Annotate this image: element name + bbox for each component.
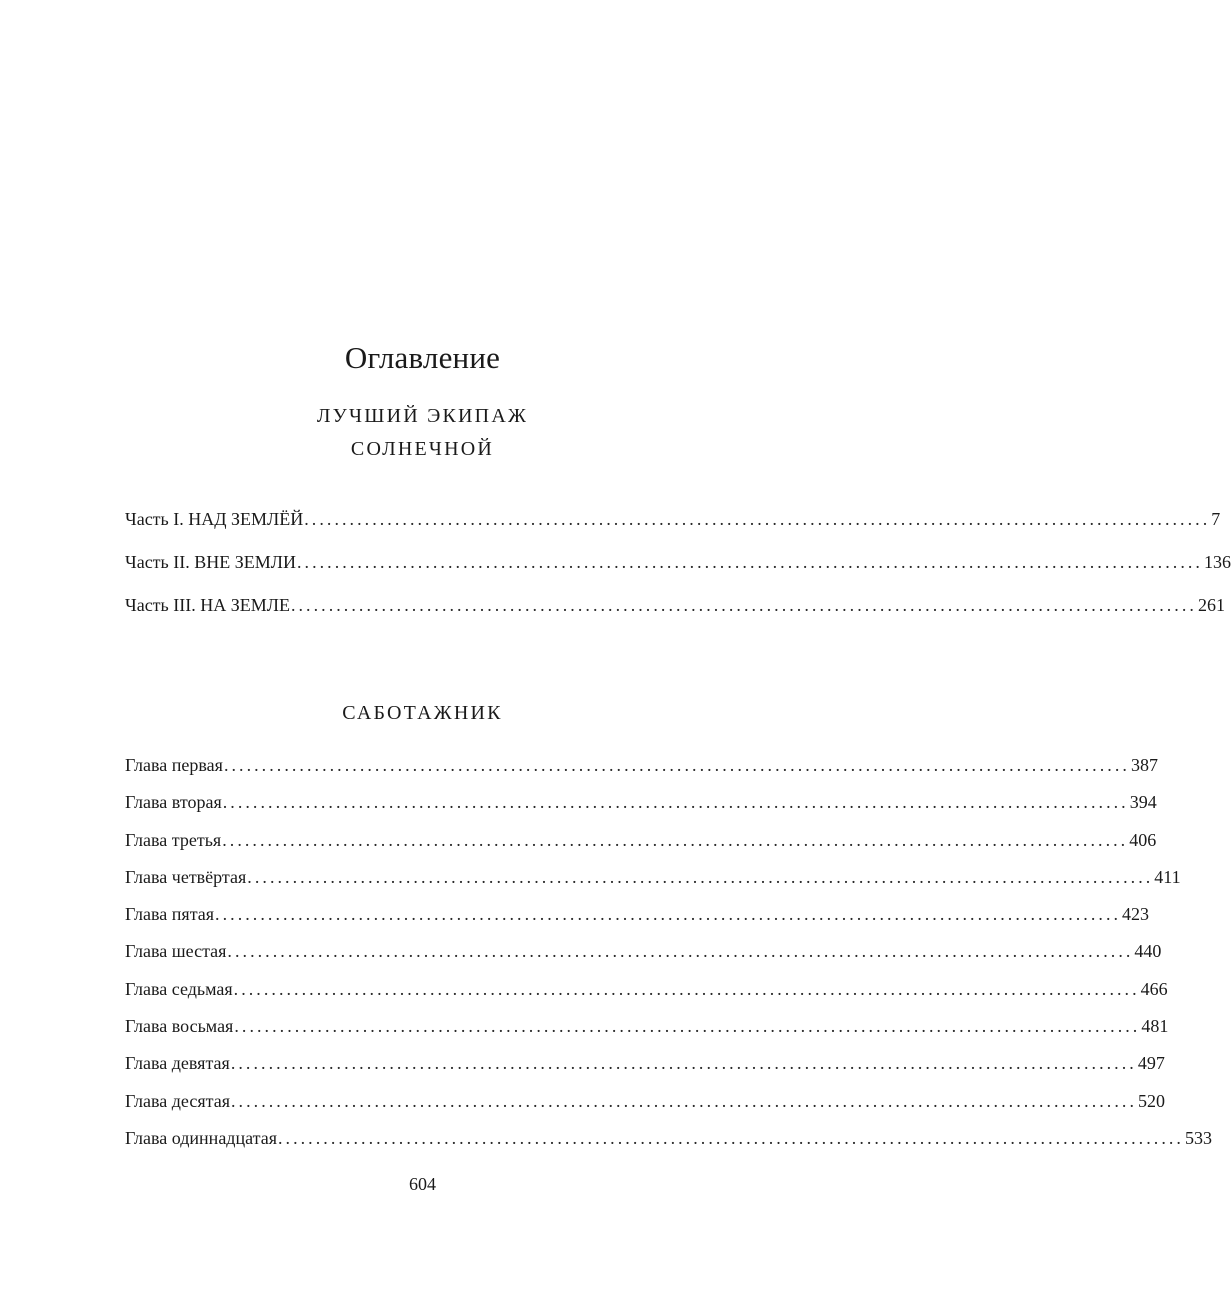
toc-entry-label: Глава десятая — [125, 1090, 230, 1111]
toc-list-best-crew — [125, 498, 1231, 627]
dot-leader: ........................................................................................................................ — [223, 755, 1130, 775]
toc-entry-page: 261 — [1197, 595, 1225, 615]
toc-entry-label: Глава третья — [125, 829, 222, 850]
toc-entry-chapter-6[interactable] — [125, 933, 1162, 970]
toc-entry-label: Глава восьмая — [125, 1016, 234, 1037]
toc-entry-page: 497 — [1137, 1053, 1165, 1074]
toc-entry-label: Глава вторая — [125, 792, 222, 813]
toc-entry-page: 520 — [1138, 1090, 1165, 1111]
toc-entry-chapter-5[interactable] — [125, 896, 1150, 933]
toc-entry-page: 7 — [1211, 509, 1221, 529]
toc-entry-page: 136 — [1203, 552, 1231, 572]
dot-leader: ........................................................................................................................ — [290, 595, 1197, 615]
toc-entry-part-2[interactable] — [125, 541, 1231, 584]
toc-entry-label: Глава седьмая — [125, 978, 233, 999]
toc-entry-chapter-8[interactable] — [125, 1008, 1169, 1045]
toc-entry-label: Глава первая — [125, 755, 223, 775]
dot-leader: ........................................................................................................................ — [296, 552, 1203, 572]
dot-leader: ........................................................................................................................ — [277, 1127, 1184, 1148]
toc-entry-chapter-3[interactable] — [125, 822, 1157, 859]
toc-entry-label: Часть II. ВНЕ ЗЕМЛИ — [125, 552, 296, 572]
book-title-saboteur — [0, 697, 845, 730]
toc-entry-chapter-9[interactable] — [125, 1045, 1165, 1082]
book-title-best-crew — [0, 400, 845, 466]
toc-entry-page: 440 — [1134, 941, 1162, 962]
dot-leader: ........................................................................................................................ — [227, 941, 1134, 962]
dot-leader: ........................................................................................................................ — [233, 978, 1140, 999]
dot-leader: ........................................................................................................................ — [304, 509, 1211, 529]
dot-leader: ........................................................................................................................ — [231, 1090, 1137, 1111]
toc-entry-chapter-10[interactable] — [125, 1083, 1165, 1120]
toc-entry-page: 411 — [1154, 866, 1181, 887]
book-title-line-2: СОЛНЕЧНОЙ — [350, 438, 495, 460]
toc-entry-page: 394 — [1129, 792, 1157, 813]
dot-leader: ........................................................................................................................ — [247, 866, 1154, 887]
toc-entry-label: Глава шестая — [125, 941, 227, 962]
toc-entry-label: Часть I. НАД ЗЕМЛЁЙ — [125, 509, 304, 529]
dot-leader: ........................................................................................................................ — [222, 829, 1129, 850]
toc-entry-chapter-7[interactable] — [125, 971, 1168, 1008]
toc-entry-page: 481 — [1141, 1016, 1169, 1037]
toc-entry-label: Глава пятая — [125, 904, 215, 925]
toc-list-saboteur — [125, 747, 1212, 1157]
book-title-line: САБОТАЖНИК — [342, 702, 503, 724]
toc-entry-page: 387 — [1130, 755, 1158, 775]
toc-entry-chapter-1[interactable] — [125, 747, 1158, 784]
toc-entry-label: Глава девятая — [125, 1053, 230, 1074]
page-title: Оглавление — [344, 340, 501, 375]
dot-leader: ........................................................................................................................ — [230, 1053, 1137, 1074]
toc-entry-chapter-11[interactable] — [125, 1120, 1212, 1157]
toc-entry-label: Часть III. НА ЗЕМЛЕ — [125, 595, 290, 615]
toc-entry-part-1[interactable] — [125, 498, 1221, 541]
toc-entry-page: 466 — [1140, 978, 1168, 999]
dot-leader: ........................................................................................................................ — [234, 1016, 1141, 1037]
toc-entry-page: 533 — [1184, 1127, 1212, 1148]
toc-entry-chapter-2[interactable] — [125, 784, 1157, 821]
toc-entry-page: 406 — [1129, 829, 1157, 850]
dot-leader: ........................................................................................................................ — [222, 792, 1129, 813]
toc-entry-part-3[interactable] — [125, 584, 1225, 627]
book-title-line-1: ЛУЧШИЙ ЭКИПАЖ — [316, 405, 529, 427]
toc-entry-label: Глава четвёртая — [125, 866, 247, 887]
toc-entry-page: 423 — [1122, 904, 1150, 925]
page-number: 604 — [409, 1174, 436, 1194]
toc-entry-chapter-4[interactable] — [125, 859, 1181, 896]
toc-entry-label: Глава одиннадцатая — [125, 1127, 277, 1148]
dot-leader: ........................................................................................................................ — [215, 904, 1122, 925]
